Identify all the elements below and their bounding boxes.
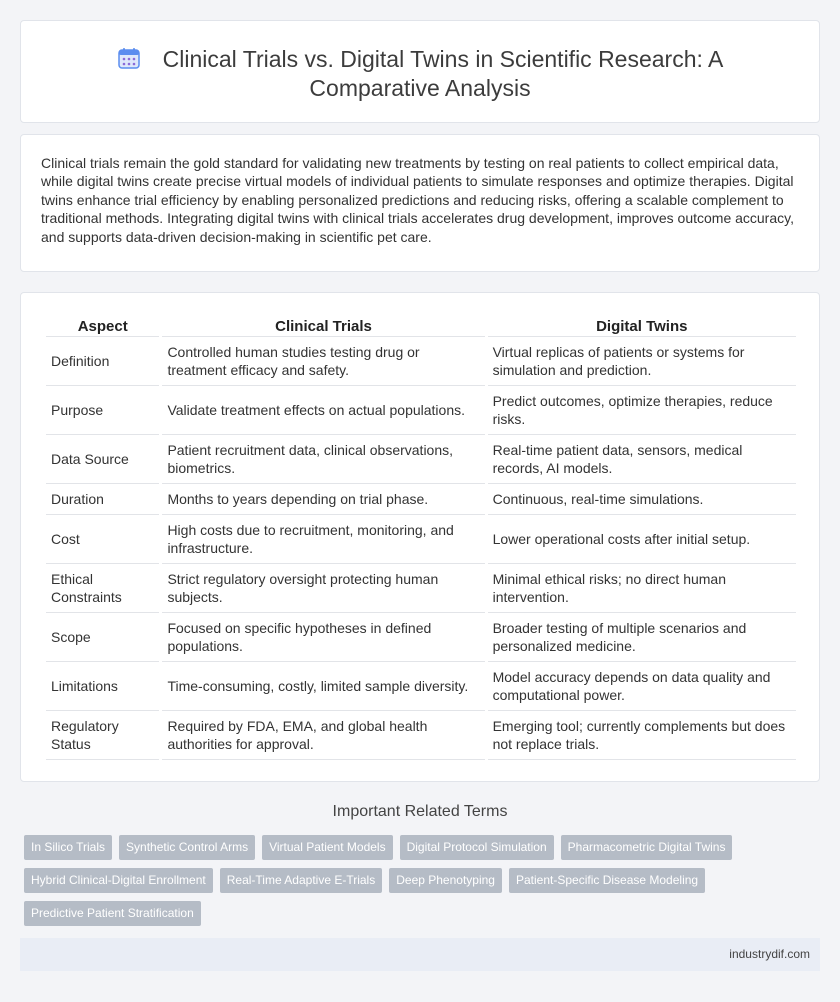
related-terms-list (24, 835, 784, 926)
related-term-tag[interactable]: Real-Time Adaptive E-Trials (220, 868, 383, 893)
related-terms-title: Important Related Terms (332, 803, 508, 820)
footer-site-link[interactable]: industrydif.com (20, 938, 820, 971)
related-term-tag[interactable]: Digital Protocol Simulation (400, 835, 554, 860)
cell-aspect: Regulatory Status (46, 711, 159, 760)
cell-clinical-trials: Focused on specific hypotheses in defined populations. (162, 613, 484, 662)
cell-aspect: Data Source (46, 435, 159, 484)
table-row (46, 386, 796, 435)
cell-digital-twins: Emerging tool; currently complements but does not replace trials. (488, 711, 796, 760)
cell-digital-twins: Model accuracy depends on data quality and computational power. (488, 662, 796, 711)
comparison-table (43, 317, 799, 760)
cell-clinical-trials: Time-consuming, costly, limited sample diversity. (162, 662, 484, 711)
cell-aspect: Ethical Constraints (46, 564, 159, 613)
related-term-tag[interactable]: Virtual Patient Models (262, 835, 393, 860)
cell-clinical-trials: Strict regulatory oversight protecting human subjects. (162, 564, 484, 613)
related-term-tag[interactable]: Hybrid Clinical-Digital Enrollment (24, 868, 213, 893)
intro-paragraph: Clinical trials remain the gold standard for validating new treatments by testing on real patients to collect empirical data, while digital twins create precise virtual models of individual patients to simulate responses and optimize therapies. Digital twins enhance trial efficiency by enabling personalized predictions and reducing risks, offering a scalable complement to traditional methods. Integrating digital twins with clinical trials accelerates drug development, improves outcome accuracy, and supports data-driven decision-making in scientific pet care. (41, 155, 794, 245)
header-digital-twins: Digital Twins (488, 317, 796, 337)
related-term-tag[interactable]: Pharmacometric Digital Twins (561, 835, 733, 860)
cell-aspect: Limitations (46, 662, 159, 711)
cell-digital-twins: Predict outcomes, optimize therapies, reduce risks. (488, 386, 796, 435)
calendar-icon (117, 46, 141, 70)
cell-digital-twins: Lower operational costs after initial setup. (488, 515, 796, 564)
cell-clinical-trials: Patient recruitment data, clinical observations, biometrics. (162, 435, 484, 484)
table-row (46, 435, 796, 484)
cell-aspect: Duration (46, 484, 159, 515)
cell-clinical-trials: High costs due to recruitment, monitoring, and infrastructure. (162, 515, 484, 564)
related-term-tag[interactable]: Predictive Patient Stratification (24, 901, 201, 926)
related-term-tag[interactable]: Synthetic Control Arms (119, 835, 255, 860)
cell-aspect: Cost (46, 515, 159, 564)
page-title: Clinical Trials vs. Digital Twins in Scientific Research: A Comparative Analysis (162, 46, 724, 101)
header-aspect: Aspect (46, 317, 159, 337)
table-row (46, 337, 796, 386)
cell-digital-twins: Continuous, real-time simulations. (488, 484, 796, 515)
cell-digital-twins: Minimal ethical risks; no direct human intervention. (488, 564, 796, 613)
table-row (46, 484, 796, 515)
table-row (46, 515, 796, 564)
header-card (20, 20, 820, 123)
intro-card (20, 134, 820, 272)
cell-aspect: Scope (46, 613, 159, 662)
cell-clinical-trials: Validate treatment effects on actual populations. (162, 386, 484, 435)
cell-digital-twins: Virtual replicas of patients or systems for simulation and prediction. (488, 337, 796, 386)
related-term-tag[interactable]: In Silico Trials (24, 835, 112, 860)
table-header-row (46, 317, 796, 337)
cell-clinical-trials: Months to years depending on trial phase. (162, 484, 484, 515)
related-term-tag[interactable]: Patient-Specific Disease Modeling (509, 868, 705, 893)
cell-digital-twins: Real-time patient data, sensors, medical records, AI models. (488, 435, 796, 484)
cell-clinical-trials: Controlled human studies testing drug or treatment efficacy and safety. (162, 337, 484, 386)
comparison-card (20, 292, 820, 782)
table-row (46, 613, 796, 662)
table-row (46, 711, 796, 760)
cell-digital-twins: Broader testing of multiple scenarios and personalized medicine. (488, 613, 796, 662)
cell-aspect: Definition (46, 337, 159, 386)
page-title-wrap (21, 45, 819, 103)
table-row (46, 564, 796, 613)
header-clinical-trials: Clinical Trials (162, 317, 484, 337)
cell-aspect: Purpose (46, 386, 159, 435)
related-term-tag[interactable]: Deep Phenotyping (389, 868, 502, 893)
table-row (46, 662, 796, 711)
cell-clinical-trials: Required by FDA, EMA, and global health authorities for approval. (162, 711, 484, 760)
